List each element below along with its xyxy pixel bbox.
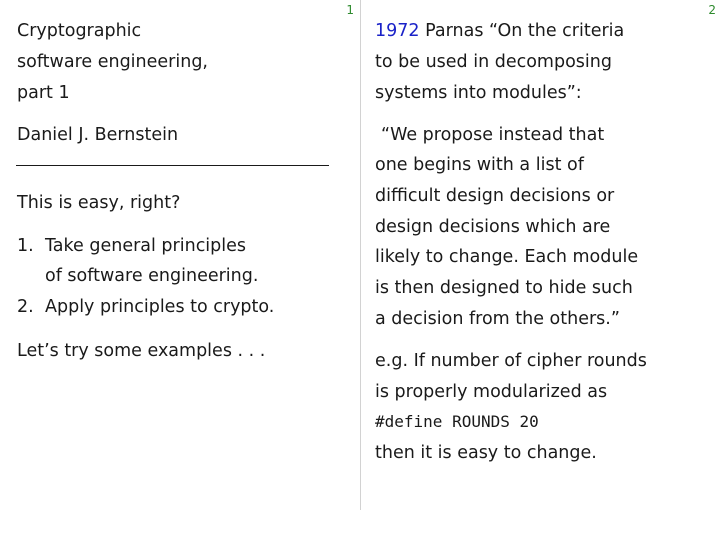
quote-line-5: likely to change. Each module: [375, 247, 639, 267]
example-line-2: is properly modularized as: [375, 382, 608, 402]
list-number-1: 1.: [17, 236, 34, 256]
quote-line-4: design decisions which are: [375, 217, 611, 237]
page-number: 1: [346, 3, 354, 17]
title-line-3: part 1: [17, 83, 70, 103]
code-snippet: #define ROUNDS 20: [375, 412, 539, 431]
list-item-2-line-1: Apply principles to crypto.: [45, 297, 275, 317]
slide-2: [361, 0, 720, 510]
title-line-2: software engineering,: [17, 52, 208, 72]
quote-line-1: “We propose instead that: [381, 125, 605, 145]
example-line-1: e.g. If number of cipher rounds: [375, 351, 647, 371]
quote-line-6: is then designed to hide such: [375, 278, 633, 298]
question-text: This is easy, right?: [17, 193, 181, 213]
year-text: 1972: [375, 21, 420, 41]
intro-line-2: to be used in decomposing: [375, 52, 612, 72]
list-item-1-line-1: Take general principles: [45, 236, 247, 256]
conclusion-text: then it is easy to change.: [375, 443, 597, 463]
intro-line-1: [375, 20, 624, 42]
title-line-1: Cryptographic: [17, 21, 142, 41]
slide-1: [0, 0, 360, 510]
quote-line-7: a decision from the others.”: [375, 309, 620, 329]
quote-line-2: one begins with a list of: [375, 155, 584, 175]
intro-line-3: systems into modules”:: [375, 83, 582, 103]
author-name: Daniel J. Bernstein: [17, 125, 179, 145]
intro-text: Parnas “On the criteria: [425, 21, 625, 41]
list-item-1-line-2: of software engineering.: [45, 266, 259, 286]
quote-line-3: difficult design decisions or: [375, 186, 615, 206]
list-number-2: 2.: [17, 297, 34, 317]
title-rule: [16, 165, 329, 166]
closing-text: Let’s try some examples . . .: [17, 341, 266, 361]
page-number: 2: [708, 3, 716, 17]
